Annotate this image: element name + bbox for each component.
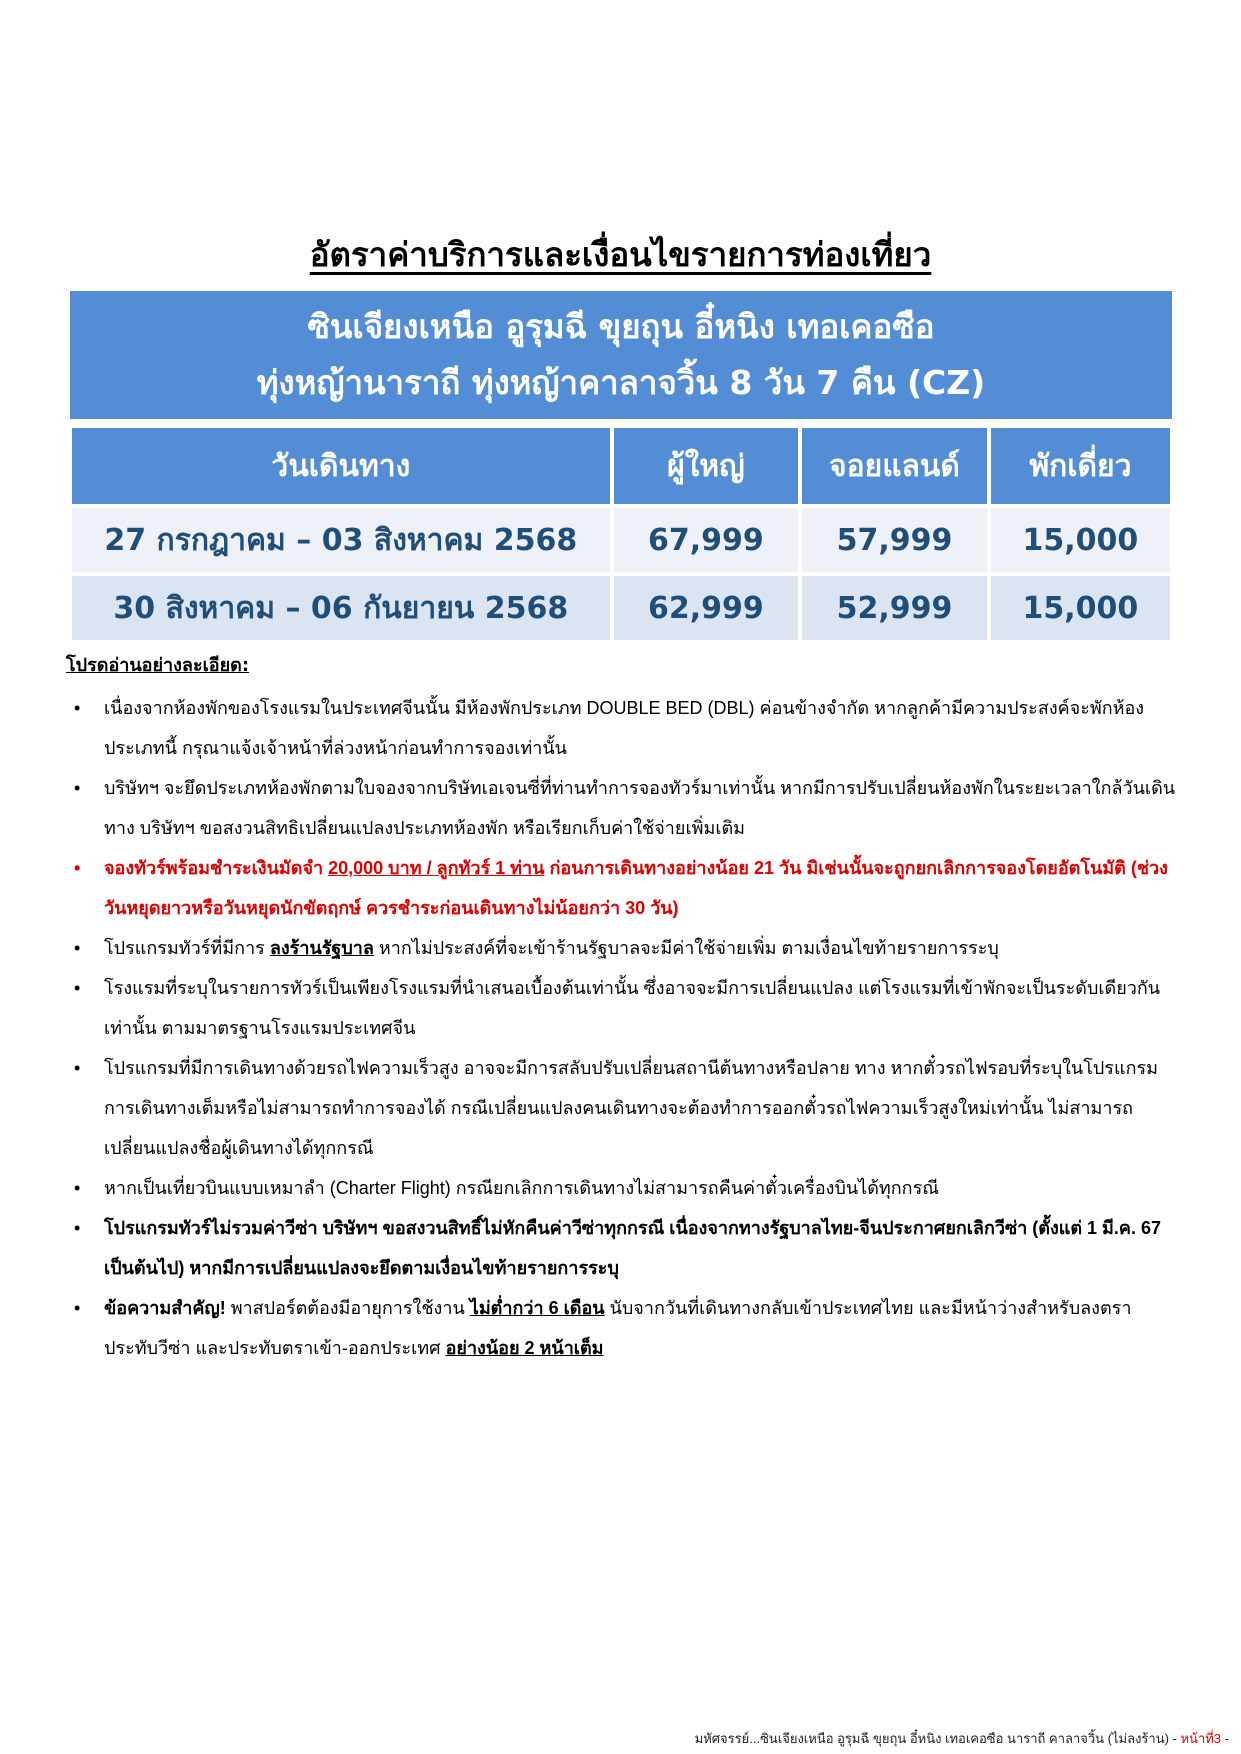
bullet-icon: •: [74, 938, 81, 958]
join-land-price-cell: 52,999: [802, 576, 987, 640]
footer-page-number: หน้าที่3: [1180, 1731, 1222, 1746]
tour-name-line-2: ทุ่งหญ้านาราถี ทุ่งหญ้าคาลาจวิ้น 8 วัน 7 คืน (CZ): [256, 363, 986, 402]
tour-name-banner: [70, 291, 1172, 419]
table-row: [72, 576, 1170, 640]
note-item: [66, 1168, 1176, 1208]
note-item: [66, 768, 1176, 848]
note-text: โปรแกรมที่มีการเดินทางด้วยรถไฟความเร็วสูง อาจจะมีการสลับปรับเปลี่ยนสถานีต้นทางหรือปลาย ทาง หากตั๋วรถไฟรอบที่ระบุในโปรแกรมการเดินทางเต็มหรือไม่สามารถทำการจองได้ กรณีเปลี่ยนแปลงคนเดินทางจะต้องทำการออกตั๋วรถไฟความเร็วสูงใหม่เท่านั้น ไม่สามารถเปลี่ยนแปลงชื่อผู้เดินทางได้ทุกกรณี: [104, 1058, 1159, 1158]
page-title: อัตราค่าบริการและเงื่อนไขรายการท่องเที่ยว: [309, 235, 932, 274]
travel-date-cell: 30 สิงหาคม – 06 กันยายน 2568: [72, 576, 610, 640]
note-item: [66, 1288, 1176, 1368]
bullet-icon: •: [74, 1058, 81, 1078]
bullet-icon: •: [74, 1298, 81, 1318]
bullet-icon: •: [74, 978, 81, 998]
header-single-room: พักเดี่ยว: [991, 428, 1170, 504]
note-text: หากเป็นเที่ยวบินแบบเหมาลำ (Charter Flight) กรณียกเลิกการเดินทางไม่สามารถคืนค่าตั๋วเครื่องบินได้ทุกกรณี: [104, 1178, 939, 1198]
footer-suffix: -: [1221, 1731, 1229, 1746]
note-text: อย่างน้อย 2 หน้าเต็ม: [445, 1338, 604, 1358]
header-adult: ผู้ใหญ่: [614, 428, 799, 504]
bullet-icon: •: [74, 1178, 81, 1198]
join-land-price-cell: 57,999: [802, 508, 987, 572]
note-item: [66, 928, 1176, 968]
note-text: โรงแรมที่ระบุในรายการทัวร์เป็นเพียงโรงแรมที่นำเสนอเบื้องต้นเท่านั้น ซึ่งอาจจะมีการเปลี่ยนแปลง แต่โรงแรมที่เข้าพักจะเป็นระดับเดียวกันเท่านั้น ตามมาตรฐานโรงแรมประเทศจีน: [104, 978, 1161, 1038]
note-text: เนื่องจากห้องพักของโรงแรมในประเทศจีนนั้น มีห้องพักประเภท DOUBLE BED (DBL) ค่อนข้างจำกัด หากลูกค้ามีความประสงค์จะพักห้องประเภทนี้ กรุณาแจ้งเจ้าหน้าที่ล่วงหน้าก่อนทำการจองเท่านั้น: [104, 698, 1145, 758]
bullet-icon: •: [74, 1218, 81, 1238]
note-text: ก่อนการเดินทางอย่างน้อย 21 วัน มิเช่นนั้นจะถูกยกเลิกการจองโดยอัตโนมัติ (ช่วงวันหยุดยาวหรือวันหยุดนักขัตฤกษ์ ควรชำระก่อนเดินทางไม่น้อยกว่า 30 วัน): [104, 858, 1168, 918]
bullet-icon: •: [74, 778, 81, 798]
note-item: [66, 688, 1176, 768]
header-travel-date: วันเดินทาง: [72, 428, 610, 504]
note-item: [66, 848, 1176, 928]
bullet-icon: •: [74, 698, 81, 718]
page-footer: [695, 1728, 1229, 1749]
bullet-icon: •: [74, 858, 81, 878]
note-item: [66, 1048, 1176, 1168]
single-room-price-cell: 15,000: [991, 576, 1170, 640]
note-text: 20,000 บาท / ลูกทัวร์ 1 ท่าน: [328, 858, 545, 878]
travel-date-cell: 27 กรกฎาคม – 03 สิงหาคม 2568: [72, 508, 610, 572]
note-text: ไม่ต่ำกว่า 6 เดือน: [469, 1298, 605, 1318]
note-text: โปรแกรมทัวร์ไม่รวมค่าวีซ่า บริษัทฯ ขอสงวนสิทธิ์ไม่หักคืนค่าวีซ่าทุกกรณี เนื่องจากทางรัฐบาลไทย-จีนประกาศยกเลิกวีซ่า (ตั้งแต่ 1 มี.ค. 67 เป็นต้นไป) หากมีการเปลี่ยนแปลงจะยึดตามเงื่อนไขท้ายรายการระบุ: [104, 1218, 1161, 1278]
note-text: นับจากวันที่เดินทางกลับเข้าประเทศไทย และมีหน้าว่างสำหรับลงตราประทับวีซ่า และประทับตราเข้า-ออกประเทศ: [104, 1298, 1132, 1358]
note-text: ข้อความสำคัญ!: [104, 1298, 226, 1318]
price-table: [68, 424, 1174, 644]
footer-text: มหัศจรรย์...ซินเจียงเหนือ อูรุมฉี ขุยถุน อี๋หนิง เทอเคอซือ นาราถี คาลาจวิ้น (ไม่ลงร้าน) -: [694, 1731, 1181, 1746]
note-item: [66, 1208, 1176, 1288]
note-text: จองทัวร์พร้อมชำระเงินมัดจำ: [104, 858, 329, 878]
notes-heading: โปรดอ่านอย่างละเอียด:: [66, 655, 250, 676]
notes-list: [66, 688, 1176, 1368]
adult-price-cell: 67,999: [614, 508, 799, 572]
note-item: [66, 968, 1176, 1048]
price-table-header-row: [72, 428, 1170, 504]
note-text: โปรแกรมทัวร์ที่มีการ: [104, 938, 270, 958]
header-join-land: จอยแลนด์: [802, 428, 987, 504]
tour-name-line-1: ซินเจียงเหนือ อูรุมฉี ขุยถุน อี๋หนิง เทอเคอซือ: [307, 307, 935, 346]
note-text: บริษัทฯ จะยึดประเภทห้องพักตามใบจองจากบริษัทเอเจนซี่ที่ท่านทำการจองทัวร์มาเท่านั้น หากมีการปรับเปลี่ยนห้องพักในระยะเวลาใกล้วันเดินทาง บริษัทฯ ขอสงวนสิทธิเปลี่ยนแปลงประเภทห้องพัก หรือเรียกเก็บค่าใช้จ่ายเพิ่มเติม: [104, 778, 1176, 838]
note-text: พาสปอร์ตต้องมีอายุการใช้งาน: [225, 1298, 470, 1318]
adult-price-cell: 62,999: [614, 576, 799, 640]
single-room-price-cell: 15,000: [991, 508, 1170, 572]
note-text: ลงร้านรัฐบาล: [269, 938, 374, 958]
table-row: [72, 508, 1170, 572]
note-text: หากไม่ประสงค์ที่จะเข้าร้านรัฐบาลจะมีค่าใช้จ่ายเพิ่ม ตามเงื่อนไขท้ายรายการระบุ: [373, 938, 999, 958]
